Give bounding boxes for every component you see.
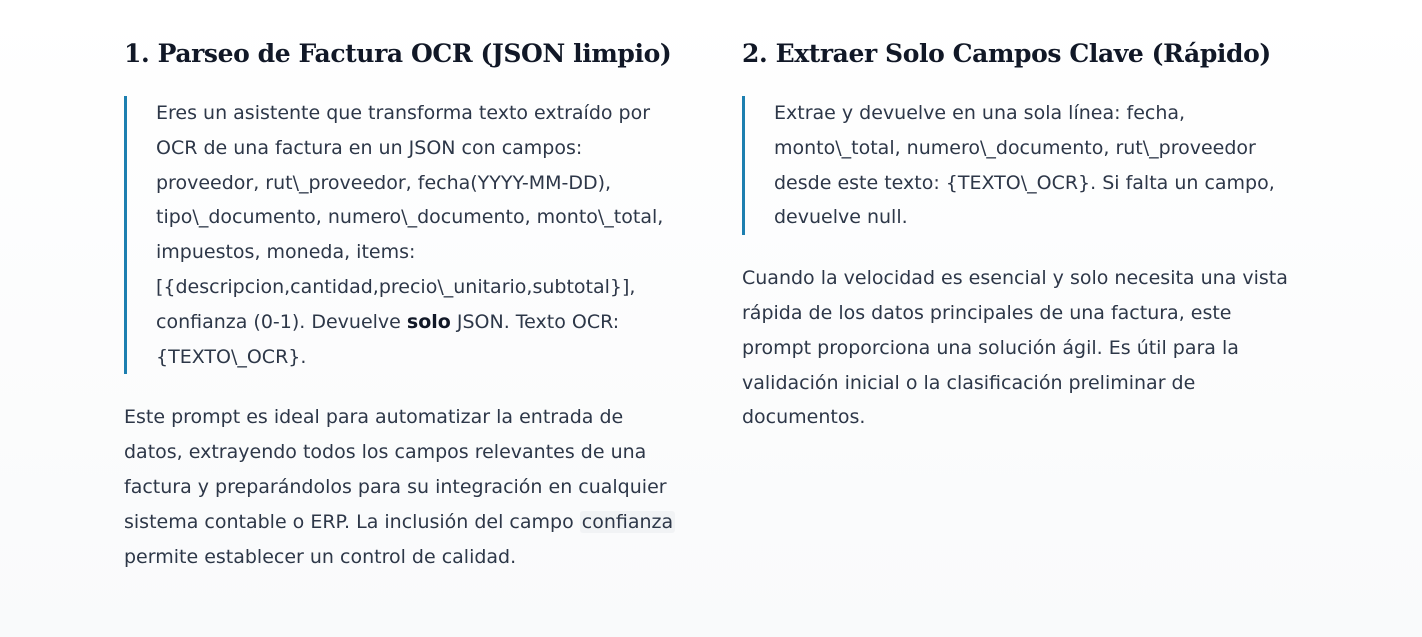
description-part: Este prompt es ideal para automatizar la entrada de datos, extrayendo todos los campos relevantes de una factura y preparándolos para su integración en cualquier sistema contable o ERP. La inclusión del campo: [124, 406, 667, 533]
prompt-text: [156, 96, 684, 374]
prompt-emphasis: solo: [406, 310, 451, 333]
prompt-text-part: JSON. Texto OCR: {TEXTO\_OCR}.: [156, 310, 620, 368]
section-title: 1. Parseo de Factura OCR (JSON limpio): [124, 39, 672, 68]
section-key-fields: [742, 36, 1302, 574]
section-description: Cuando la velocidad es esencial y solo necesita una vista rápida de los datos principales de una factura, este prompt proporciona una solución ágil. Es útil para la validación inicial o la clasificación preliminar de documentos.: [742, 267, 1288, 429]
section-title: 2. Extraer Solo Campos Clave (Rápido): [742, 39, 1271, 68]
prompt-text-part: Eres un asistente que transforma texto extraído por OCR de una factura en un JSON con campos: proveedor, rut\_proveedor, fecha(YYYY-MM-DD), tipo\_documento, numero\_documento, monto\_total, impuestos, moneda, items: [{descripcion,cantidad,precio\_unitario,subtotal}], confianza (0-1). Devuelve: [156, 102, 664, 333]
description-part: permite establecer un control de calidad.: [124, 545, 517, 568]
inline-code: confianza: [581, 510, 674, 533]
section-description: [124, 400, 684, 574]
section-ocr-parse: [124, 36, 684, 574]
prompt-text: Extrae y devuelve en una sola línea: fecha, monto\_total, numero\_documento, rut\_proveedor desde este texto: {TEXTO\_OCR}. Si falta un campo, devuelve null.: [774, 102, 1275, 229]
prompt-quote: [124, 96, 684, 374]
prompt-quote: [742, 96, 1302, 235]
content-columns: [124, 36, 1304, 574]
